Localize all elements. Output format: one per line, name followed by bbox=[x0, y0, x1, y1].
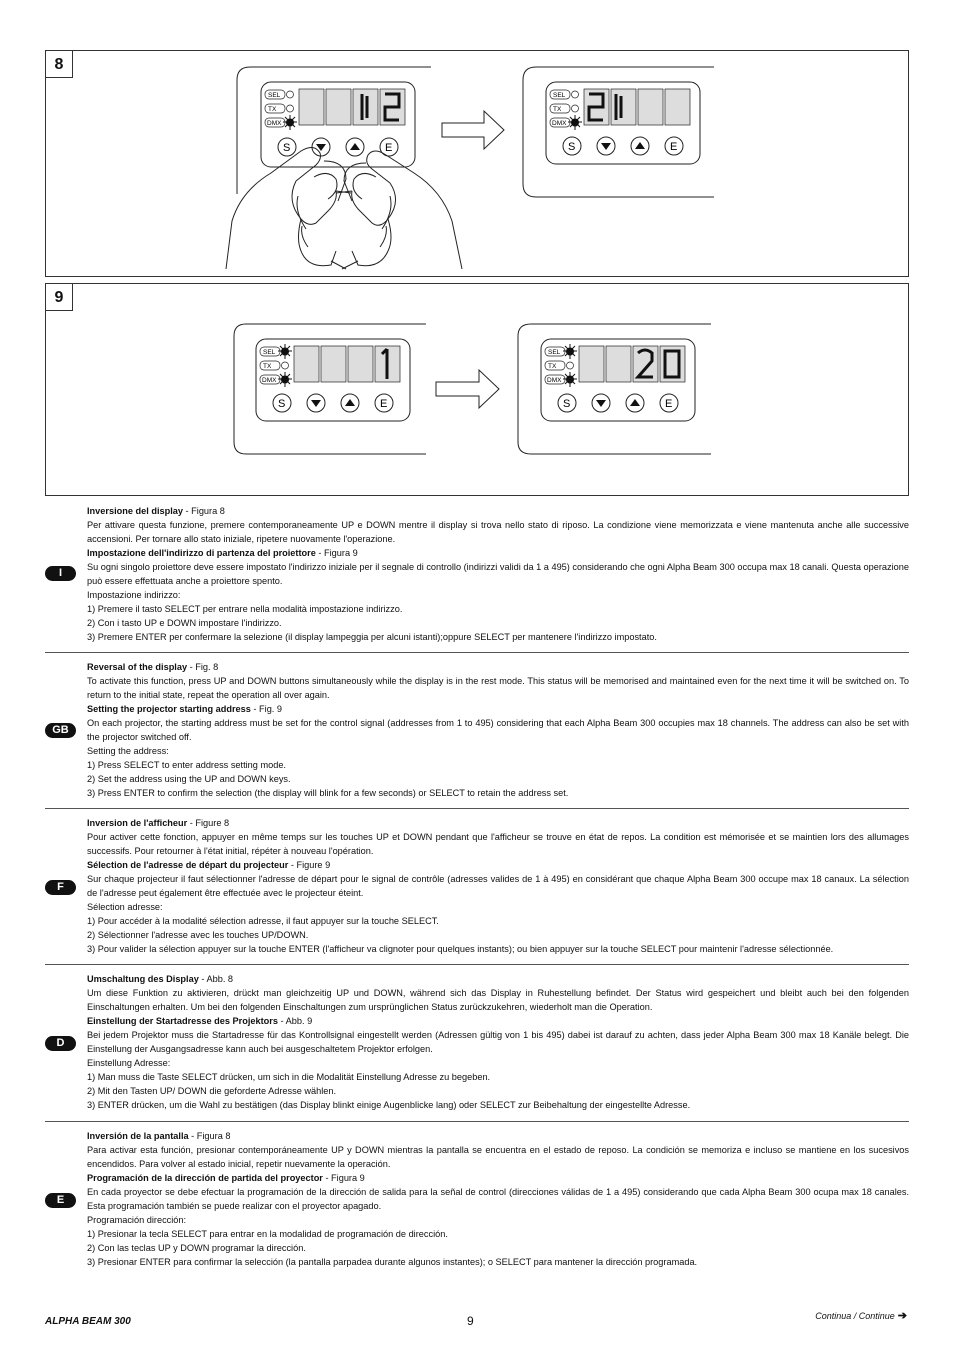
dmx-label: DMX bbox=[547, 377, 562, 384]
dmx-label: DMX bbox=[552, 120, 567, 127]
paragraph: Einstellung Adresse: bbox=[87, 1058, 171, 1068]
figure-number: 9 bbox=[46, 284, 73, 311]
heading-starting-address: Setting the projector starting address - Fig. 9 bbox=[87, 704, 283, 714]
step-2: 2) Set the address using the UP and DOWN keys. bbox=[87, 774, 291, 784]
section-spanish bbox=[45, 1121, 909, 1281]
step-1: 1) Pour accéder à la modalité sélection adresse, il faut appuyer sur la touche SELECT. bbox=[87, 916, 439, 926]
step-1: 1) Premere il tasto SELECT per entrare nella modalità impostazione indirizzo. bbox=[87, 604, 403, 614]
section-french bbox=[45, 808, 909, 964]
heading-display-reversal: Inversión de la pantalla - Figura 8 bbox=[87, 1131, 231, 1141]
paragraph: Programación dirección: bbox=[87, 1215, 187, 1225]
step-1: 1) Press SELECT to enter address setting mode. bbox=[87, 760, 286, 770]
control-panel-left bbox=[256, 339, 410, 421]
select-button-label: S bbox=[278, 398, 286, 410]
step-1: 1) Man muss die Taste SELECT drücken, um sich in die Modalität Einstellung Adresse zu begeben. bbox=[87, 1072, 491, 1082]
tx-label: TX bbox=[548, 363, 557, 370]
enter-button-label: E bbox=[380, 398, 388, 410]
heading-starting-address: Einstellung der Startadresse des Projektors - Abb. 9 bbox=[87, 1016, 313, 1026]
enter-button-label: E bbox=[385, 142, 393, 154]
language-badge: I bbox=[45, 566, 76, 581]
footer-product-name: ALPHA BEAM 300 bbox=[45, 1316, 131, 1327]
tx-label: TX bbox=[553, 106, 562, 113]
figure-number: 8 bbox=[46, 51, 73, 78]
select-button-label: S bbox=[563, 398, 571, 410]
figure-9 bbox=[45, 283, 909, 496]
arrow-icon bbox=[436, 370, 499, 408]
language-badge: E bbox=[45, 1193, 76, 1208]
paragraph: Sélection adresse: bbox=[87, 902, 163, 912]
control-panel-left bbox=[261, 82, 415, 167]
heading-starting-address: Programación de la dirección de partida del proyector - Figura 9 bbox=[87, 1173, 365, 1183]
step-1: 1) Presionar la tecla SELECT para entrar en la modalidad de programación de dirección. bbox=[87, 1229, 448, 1239]
language-badge: GB bbox=[45, 723, 76, 738]
paragraph: Bei jedem Projektor muss die Startadresse für das Kontrollsignal eingestellt werden (Adressen gültig von 1 bis 495) dabei ist darauf zu achten, dass jeder Alpha Beam 300 max 18 Kanäle belegt. Die Einstellung der Ausgangsadresse kann auch bei ausgeschaltetem Projektor erfolgen. bbox=[87, 1030, 909, 1054]
page-number: 9 bbox=[467, 1314, 474, 1328]
paragraph: Su ogni singolo proiettore deve essere impostato l'indirizzo iniziale per il segnale di controllo (indirizzi validi da 1 a 495) considerando che ogni Alpha Beam 300 occupa max 18 canali. Questa operazione può essere effettuata anche a proiettore spento. bbox=[87, 562, 909, 586]
step-3: 3) Presionar ENTER para confirmar la selección (la pantalla parpadea durante algunos instantes); o SELECT para mantener la dirección programada. bbox=[87, 1257, 698, 1267]
paragraph: Um diese Funktion zu aktivieren, drückt man gleichzeitig UP und DOWN, während sich das Display in Ruhestellung befindet. Der Status wird gespeichert und bleibt auch bei den folgenden Einschaltungen erhalten. Um bei den folgenden Einschaltungen zum ursprünglichen Status zurückzukehren, wiederholt man die Operation. bbox=[87, 988, 909, 1012]
control-panel-right bbox=[541, 339, 695, 421]
heading-starting-address: Impostazione dell'indirizzo di partenza del proiettore - Figura 9 bbox=[87, 548, 358, 558]
step-2: 2) Con i tasto UP e DOWN impostare l'indirizzo. bbox=[87, 618, 282, 628]
footer-continue: Continua / Continue ➔ bbox=[815, 1310, 907, 1322]
sel-label: SEL bbox=[553, 92, 566, 99]
tx-label: TX bbox=[263, 363, 272, 370]
heading-display-reversal: Umschaltung des Display - Abb. 8 bbox=[87, 974, 234, 984]
heading-starting-address: Sélection de l'adresse de départ du projecteur - Figure 9 bbox=[87, 860, 331, 870]
heading-display-reversal: Inversion de l'afficheur - Figure 8 bbox=[87, 818, 230, 828]
step-3: 3) Press ENTER to confirm the selection (the display will blink for a few seconds) or SELECT to retain the address set. bbox=[87, 788, 569, 798]
arrow-right-icon: ➔ bbox=[897, 1310, 907, 1322]
step-3: 3) ENTER drücken, um die Wahl zu bestätigen (das Display blinkt einige Augenblicke lang) oder SELECT zur Beibehaltung der eingestellte Adresse. bbox=[87, 1100, 691, 1110]
step-2: 2) Sélectionner l'adresse avec les touches UP/DOWN. bbox=[87, 930, 309, 940]
select-button-label: S bbox=[283, 142, 291, 154]
arrow-icon bbox=[442, 111, 504, 149]
control-panel-right bbox=[546, 82, 700, 164]
sel-label: SEL bbox=[263, 349, 276, 356]
paragraph: Pour activer cette fonction, appuyer en même temps sur les touches UP et DOWN pendant que l'afficheur se trouve en état de repos. La condition est mémorisée et se maintien lors des allumages successifs. Pour retourner à l'état initial, répéter à nouveau l'opération. bbox=[87, 832, 909, 856]
paragraph: Impostazione indirizzo: bbox=[87, 590, 181, 600]
paragraph: Setting the address: bbox=[87, 746, 169, 756]
step-2: 2) Con las teclas UP y DOWN programar la dirección. bbox=[87, 1243, 306, 1253]
dmx-label: DMX bbox=[267, 120, 282, 127]
figure-8 bbox=[45, 50, 909, 277]
language-badge: F bbox=[45, 880, 76, 895]
section-english bbox=[45, 652, 909, 808]
enter-button-label: E bbox=[665, 398, 673, 410]
section-german bbox=[45, 964, 909, 1121]
tx-label: TX bbox=[268, 106, 277, 113]
step-3: 3) Premere ENTER per confermare la selezione (il display lampeggia per alcuni istanti);oppure SELECT per mantenere l'indirizzo impostato. bbox=[87, 632, 657, 642]
sel-label: SEL bbox=[548, 349, 561, 356]
section-italian bbox=[45, 502, 909, 652]
heading-display-reversal: Inversione del display - Figura 8 bbox=[87, 506, 225, 516]
language-badge: D bbox=[45, 1036, 76, 1051]
paragraph: Per attivare questa funzione, premere contemporaneamente UP e DOWN mentre il display si trova nello stato di riposo. La condizione viene memorizzata e viene mantenuta anche alle successive accensioni. Per tornare allo stato iniziale, ripetere nuovamente l'operazione. bbox=[87, 520, 909, 544]
step-3: 3) Pour valider la sélection appuyer sur la touche ENTER (l'afficheur va clignoter pour quelques instants); ou bien appuyer sur la touche SELECT pour maintenir l'adresse sélectionnée. bbox=[87, 944, 834, 954]
paragraph: On each projector, the starting address must be set for the control signal (addresses from 1 to 495) considering that each Alpha Beam 300 occupies max 18 channels. The address can also be set with the projector switched off. bbox=[87, 718, 909, 742]
sel-label: SEL bbox=[268, 92, 281, 99]
paragraph: Para activar esta función, presionar contemporáneamente UP y DOWN mientras la pantalla se encuentra en el estado de reposo. La condición se memoriza e incluso se mantiene en los sucesivos encendidos. Para volver al estado inicial, repetir nuevamente la operación. bbox=[87, 1145, 909, 1169]
paragraph: En cada proyector se debe efectuar la programación de la dirección de salida para la señal de control (direcciones válidas de 1 a 495) considerando que cada Alpha Beam 300 ocupa max 18 canales. Esta programación también se puede realizar con el proyector apagado. bbox=[87, 1187, 909, 1211]
figure-8-illustration bbox=[46, 51, 910, 278]
enter-button-label: E bbox=[670, 141, 678, 153]
heading-display-reversal: Reversal of the display - Fig. 8 bbox=[87, 662, 219, 672]
select-button-label: S bbox=[568, 141, 576, 153]
dmx-label: DMX bbox=[262, 377, 277, 384]
paragraph: To activate this function, press UP and DOWN buttons simultaneously while the display is in the rest mode. This status will be memorised and maintained even for the next time it will be switched on. To return to the initial state, repeat the operation all over again. bbox=[87, 676, 909, 700]
paragraph: Sur chaque projecteur il faut sélectionner l'adresse de départ pour le signal de contrôle (adresses valides de 1 à 495) en considérant que chaque Alpha Beam 300 occupe max 18 canaux. La sélection de l'adresse peut également être effectuée avec le projecteur éteint. bbox=[87, 874, 909, 898]
figure-9-illustration bbox=[46, 284, 910, 497]
step-2: 2) Mit den Tasten UP/ DOWN die geforderte Adresse wählen. bbox=[87, 1086, 337, 1096]
